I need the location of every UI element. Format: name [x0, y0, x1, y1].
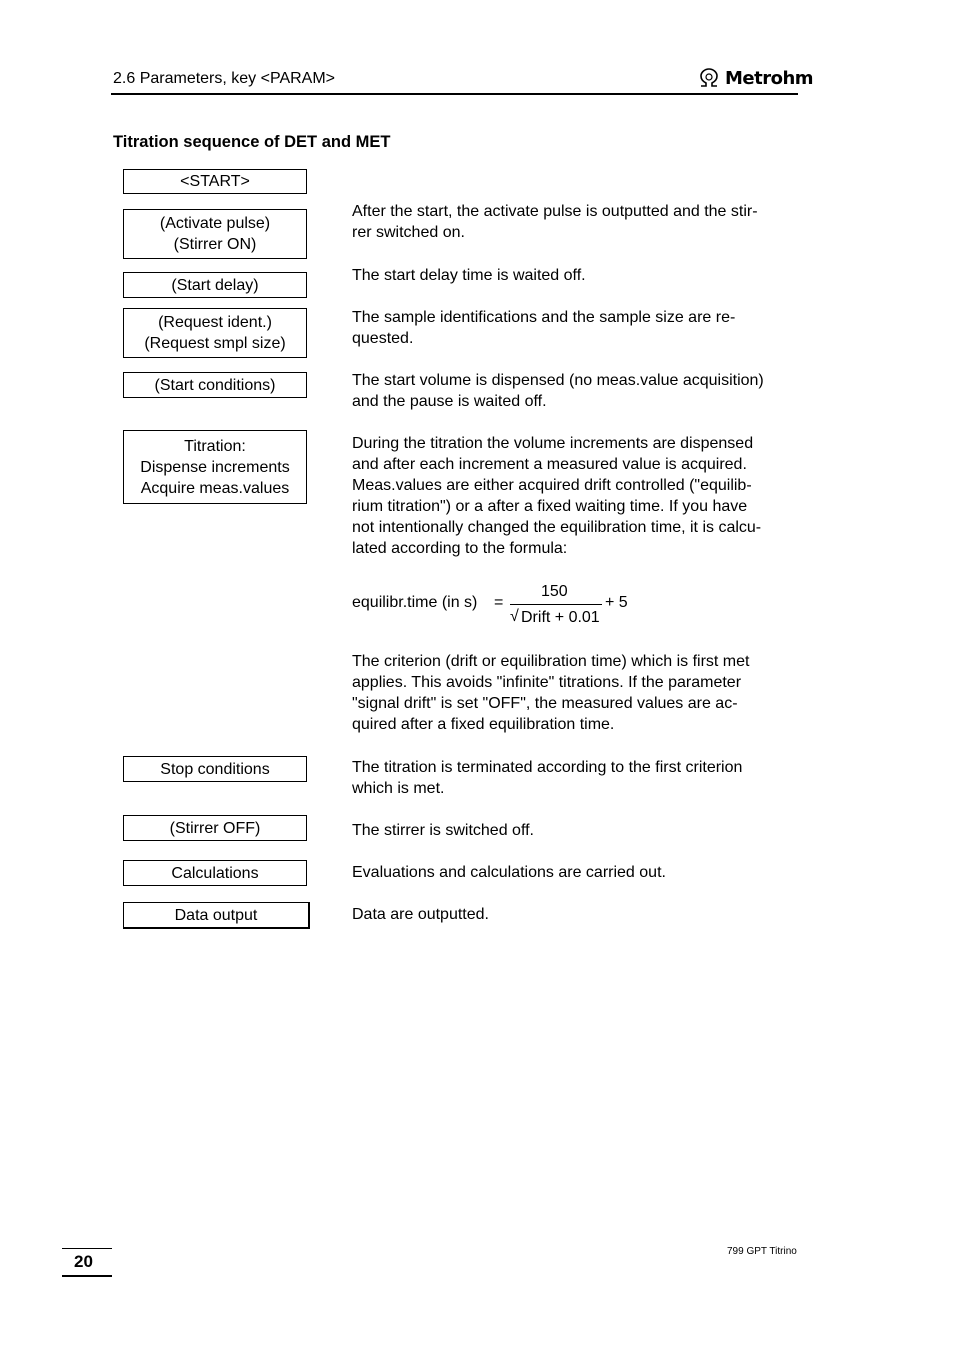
- section-title: Titration sequence of DET and MET: [113, 133, 391, 151]
- box-start-delay-label: (Start delay): [171, 276, 259, 294]
- formula-equals: =: [494, 594, 504, 611]
- box-data-output: [123, 902, 310, 929]
- box-stop-conditions-label: Stop conditions: [160, 760, 270, 778]
- desc-stop-conditions: [352, 757, 798, 799]
- box-stirrer-off-label: (Stirrer OFF): [169, 819, 261, 837]
- box-data-output-label: Data output: [174, 906, 258, 924]
- desc-line: Data are outputted.: [352, 906, 489, 923]
- box-titration: [123, 430, 307, 504]
- desc-start-conditions: [352, 370, 798, 412]
- desc-start-delay: [352, 265, 798, 286]
- box-titration-line-2: Dispense increments: [140, 458, 290, 476]
- running-header: 2.6 Parameters, key <PARAM>: [113, 70, 336, 87]
- box-start: [123, 169, 307, 194]
- box-request-line-2: (Request smpl size): [144, 335, 286, 352]
- box-start-delay: [123, 272, 307, 298]
- desc-stirrer-off: [352, 820, 798, 841]
- desc-line: "signal drift" is set "OFF", the measured values are ac-: [352, 695, 738, 712]
- desc-line: and after each increment a measured value is acquired.: [352, 456, 747, 473]
- desc-criterion: [352, 651, 798, 735]
- box-start-label: <START>: [180, 173, 250, 190]
- desc-data-output: [352, 904, 798, 925]
- desc-line: quired after a fixed equilibration time.: [352, 716, 615, 733]
- box-stirrer-off: [123, 815, 307, 841]
- desc-line: quested.: [352, 330, 414, 347]
- box-titration-line-1: Titration:: [184, 437, 246, 455]
- formula-addend: + 5: [605, 594, 628, 611]
- desc-line: rium titration") or a after a fixed waiting time. If you have: [352, 498, 748, 515]
- box-calculations: [123, 860, 307, 886]
- desc-request: [352, 307, 798, 349]
- desc-line: Meas.values are either acquired drift controlled ("equilib-: [352, 477, 752, 494]
- desc-line: lated according to the formula:: [352, 540, 568, 557]
- desc-titration: [352, 433, 798, 559]
- desc-line: not intentionally changed the equilibration time, it is calcu-: [352, 519, 762, 536]
- box-activate-line-1: (Activate pulse): [159, 215, 271, 232]
- desc-line: and the pause is waited off.: [352, 393, 547, 410]
- desc-line: The stirrer is switched off.: [352, 822, 534, 839]
- desc-line: The start volume is dispensed (no meas.value acquisition): [352, 372, 764, 389]
- desc-line: The titration is terminated according to the first criterion: [352, 759, 743, 776]
- header-rule: [111, 93, 798, 95]
- box-stop-conditions: [123, 756, 307, 782]
- metrohm-logo: [697, 67, 813, 89]
- formula-denominator: Drift + 0.01: [521, 609, 600, 626]
- desc-line: rer switched on.: [352, 224, 465, 241]
- omega-icon: [697, 68, 721, 88]
- desc-calculations: [352, 862, 798, 883]
- desc-line: Evaluations and calculations are carried out.: [352, 864, 666, 881]
- box-start-conditions: [123, 372, 307, 398]
- desc-line: The sample identifications and the sample size are re-: [352, 309, 736, 326]
- logo-text: Metrohm: [725, 67, 814, 89]
- footer-rule-bottom: [62, 1275, 112, 1277]
- desc-line: applies. This avoids "infinite" titrations. If the parameter: [352, 674, 742, 691]
- desc-line: which is met.: [352, 780, 445, 797]
- box-request-line-1: (Request ident.): [158, 314, 272, 331]
- desc-line: After the start, the activate pulse is outputted and the stir-: [352, 203, 758, 220]
- box-request: [123, 308, 307, 358]
- desc-line: During the titration the volume increments are dispensed: [352, 435, 754, 452]
- footer-rule-top: [62, 1248, 112, 1249]
- box-start-conditions-label: (Start conditions): [154, 376, 276, 394]
- desc-line: The start delay time is waited off.: [352, 267, 586, 284]
- box-activate-line-2: (Stirrer ON): [173, 236, 257, 253]
- product-name: 799 GPT Titrino: [727, 1246, 797, 1257]
- sqrt-icon: √: [510, 608, 519, 625]
- fraction-bar: [510, 604, 602, 605]
- desc-line: The criterion (drift or equilibration time) which is first met: [352, 653, 750, 670]
- page-number: 20: [74, 1252, 93, 1271]
- formula-numerator: 150: [541, 583, 568, 600]
- formula-label: equilibr.time (in s): [352, 594, 478, 611]
- box-calculations-label: Calculations: [171, 864, 259, 882]
- box-titration-line-3: Acquire meas.values: [140, 479, 290, 497]
- desc-activate: [352, 201, 798, 243]
- box-activate: [123, 209, 307, 259]
